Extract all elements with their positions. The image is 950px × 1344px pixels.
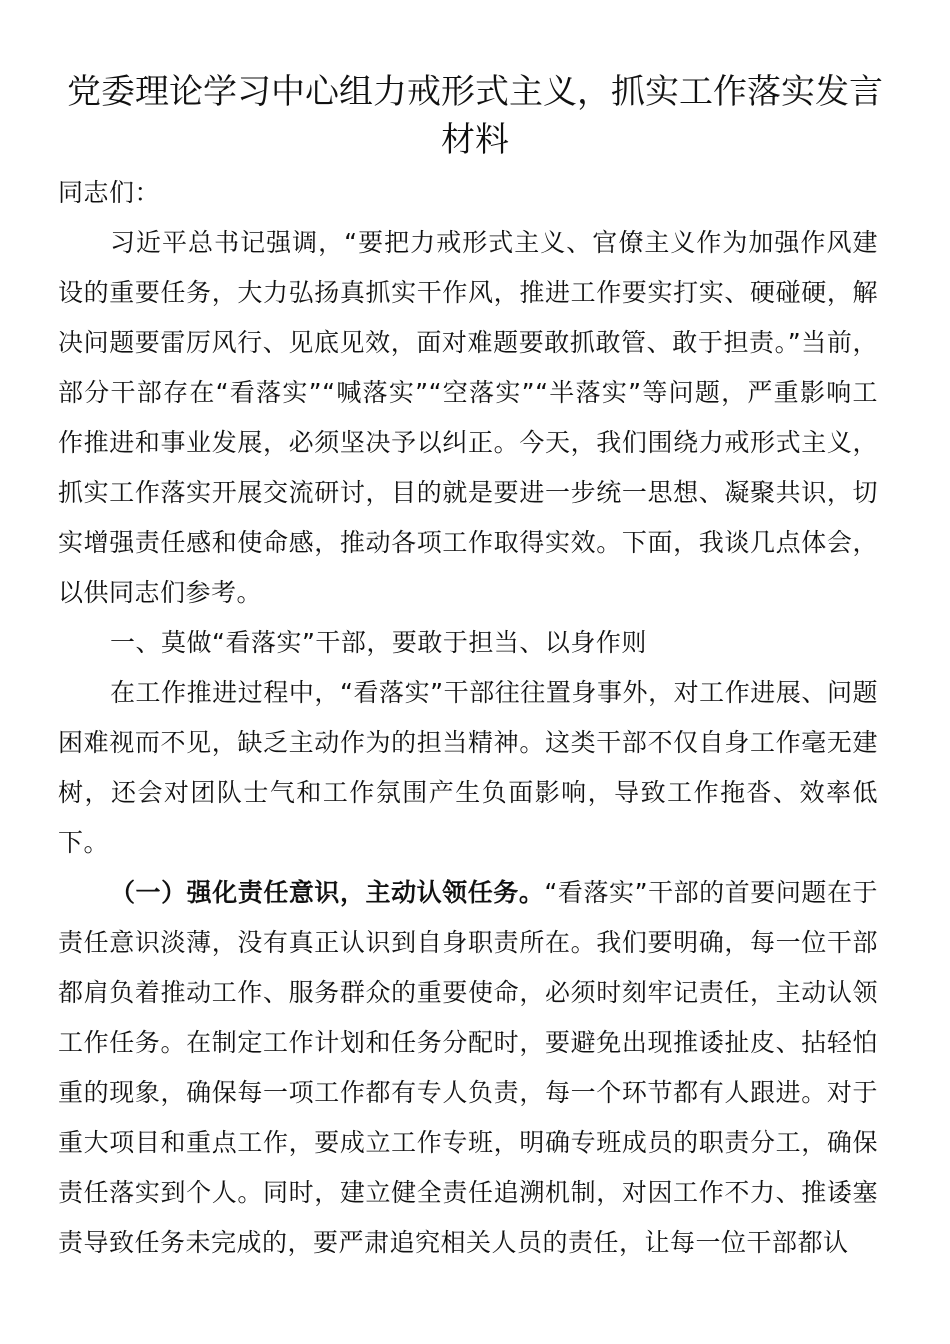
section-paragraph: 在工作推进过程中，“看落实”干部往往置身事外，对工作进展、问题困难视而不见，缺乏主动作为的担当精神。这类干部不仅自身工作毫无建树，还会对团队士气和工作氛围产生负面影响，导致工作拖沓、效率低下。 [58, 678, 878, 857]
subsection-paragraph [58, 868, 878, 1268]
document-title: 党委理论学习中心组力戒形式主义，抓实工作落实发言材料 [67, 72, 883, 160]
section-heading: 一、莫做“看落实”干部，要敢于担当、以身作则 [110, 628, 647, 657]
intro-paragraph: 习近平总书记强调，“要把力戒形式主义、官僚主义作为加强作风建设的重要任务，大力弘扬真抓实干作风，推进工作要实打实、硬碰硬，解决问题要雷厉风行、见底见效，面对难题要敢抓敢管、敢于担责。”当前，部分干部存在“看落实”“喊落实”“空落实”“半落实”等问题，严重影响工作推进和事业发展，必须坚决予以纠正。今天，我们围绕力戒形式主义，抓实工作落实开展交流研讨，目的就是要进一步统一思想、凝聚共识，切实增强责任感和使命感，推动各项工作取得实效。下面，我谈几点体会，以供同志们参考。 [58, 228, 878, 607]
salutation: 同志们： [58, 178, 161, 207]
subsection-lead: （一）强化责任意识，主动认领任务。 [110, 878, 545, 907]
subsection-text: “看落实”干部的首要问题在于责任意识淡薄，没有真正认识到自身职责所在。我们要明确，每一位干部都肩负着推动工作、服务群众的重要使命，必须时刻牢记责任，主动认领工作任务。在制定工作计划和任务分配时，要避免出现推诿扯皮、拈轻怕重的现象，确保每一项工作都有专人负责，每一个环节都有人跟进。对于重大项目和重点工作，要成立工作专班，明确专班成员的职责分工，确保责任落实到个人。同时，建立健全责任追溯机制，对因工作不力、推诿塞责导致任务未完成的，要严肃追究相关人员的责任，让每一位干部都认 [58, 878, 878, 1257]
document-body [58, 168, 878, 1268]
